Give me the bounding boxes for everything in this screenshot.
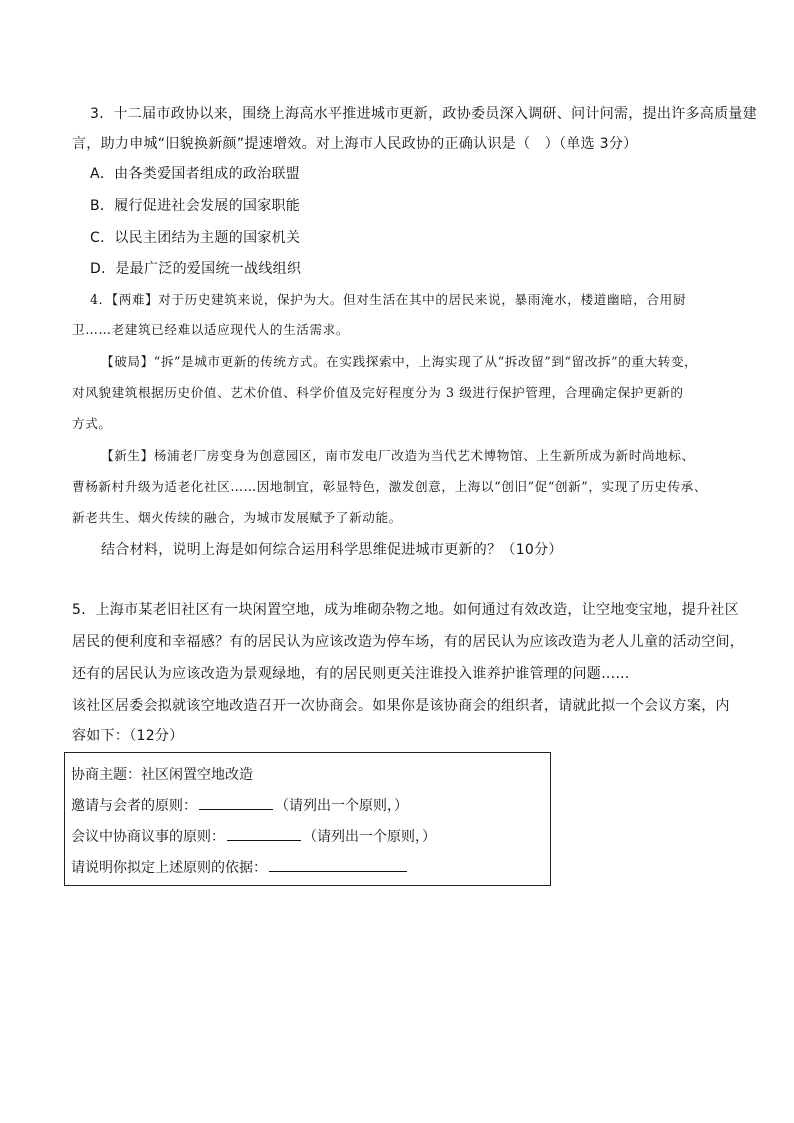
q5-line4: 该社区居委会拟就该空地改造召开一次协商会。如果你是该协商会的组织者，请就此拟一个会议方案，内 <box>72 698 730 714</box>
agenda-principle-label: 会议中协商议事的原则： <box>71 829 225 845</box>
invite-principle-label: 邀请与会者的原则： <box>71 798 197 814</box>
basis-label: 请说明你拟定上述原则的依据： <box>71 860 267 876</box>
invite-principle-row <box>71 795 408 816</box>
q5-line5: 容如下：（12分） <box>72 728 184 744</box>
q4-para2-line1: 【破局】“拆”是城市更新的传统方式。在实践探索中，上海实现了从“拆改留”到“留改拆”的重大转变， <box>101 354 698 369</box>
q3-option-d: D．是最广泛的爱国统一战线组织 <box>90 261 302 277</box>
q4-para2-line2: 对风貌建筑根据历史价值、艺术价值、科学价值及完好程度分为 3 级进行保护管理，合理确定保护更新的 <box>72 385 684 400</box>
q4-para1-line1: 4．【两难】对于历史建筑来说，保护为大。但对生活在其中的居民来说，暴雨淹水，楼道幽暗，合用厨 <box>90 292 687 307</box>
q3-option-a: A．由各类爱国者组成的政治联盟 <box>90 166 301 182</box>
meeting-topic: 协商主题：社区闲置空地改造 <box>71 767 253 783</box>
basis-blank[interactable] <box>269 857 407 872</box>
q4-para3-line3: 新老共生、烟火传续的融合，为城市发展赋予了新动能。 <box>72 510 402 525</box>
q3-stem-line1: 3．十二届市政协以来，围绕上海高水平推进城市更新，政协委员深入调研、问计问需，提出许多高质量建 <box>90 106 758 122</box>
q3-option-b: B．履行促进社会发展的国家职能 <box>90 198 301 214</box>
q3-stem-line2: 言，助力申城“旧貌换新颜”提速增效。对上海市人民政协的正确认识是（ ）（单选 3分） <box>72 136 638 152</box>
q5-line1: 5．上海市某老旧社区有一块闲置空地，成为堆砌杂物之地。如何通过有效改造，让空地变宝地，提升社区 <box>72 602 740 618</box>
invite-principle-blank[interactable] <box>199 795 273 810</box>
q4-para1-line2: 卫……老建筑已经难以适应现代人的生活需求。 <box>72 322 350 337</box>
q4-para3-line1: 【新生】杨浦老厂房变身为创意园区，南市发电厂改造为当代艺术博物馆、上生新所成为新时尚地标、 <box>101 448 695 463</box>
q5-line2: 居民的便利度和幸福感？有的居民认为应该改造为停车场，有的居民认为应该改造为老人儿童的活动空间， <box>72 634 745 650</box>
q5-line3: 还有的居民认为应该改造为景观绿地，有的居民则更关注谁投入谁养护谁管理的问题…… <box>72 666 630 682</box>
q4-para2-line3: 方式。 <box>72 416 112 431</box>
q3-option-c: C．以民主团结为主题的国家机关 <box>90 230 301 246</box>
basis-row <box>71 857 409 878</box>
q4-para3-line2: 曹杨新村升级为适老化社区……因地制宜，彰显特色，激发创意，上海以“创旧”促“创新”，实现了历史传承、 <box>72 479 708 494</box>
agenda-principle-blank[interactable] <box>227 826 301 841</box>
agenda-principle-row <box>71 826 436 847</box>
invite-principle-hint: （请列出一个原则，） <box>275 798 408 814</box>
meeting-plan-box <box>64 752 551 886</box>
q4-question: 结合材料，说明上海是如何综合运用科学思维促进城市更新的？（10分） <box>101 542 563 558</box>
agenda-principle-hint: （请列出一个原则，） <box>303 829 436 845</box>
